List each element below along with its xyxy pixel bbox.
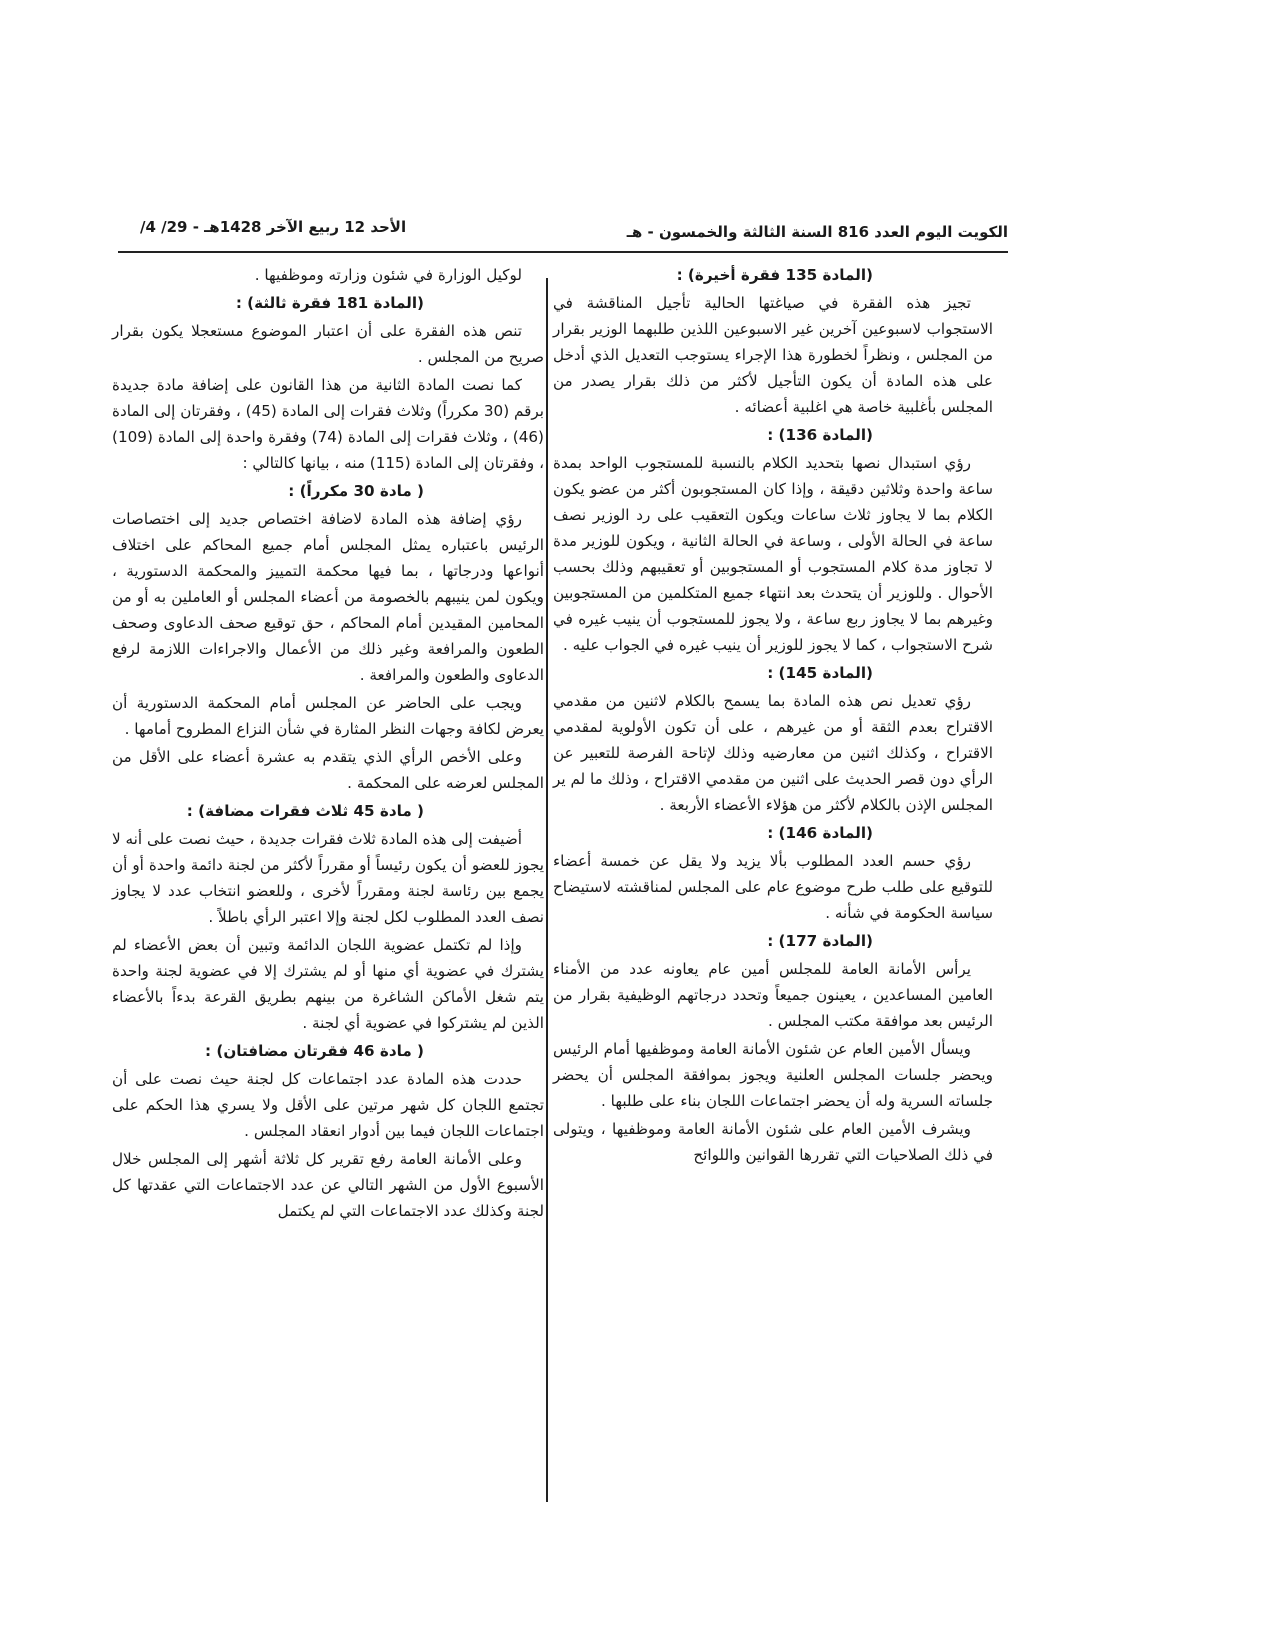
newspaper-issue-info: الكويت اليوم العدد 816 السنة الثالثة والخمسون - هـ — [626, 223, 1008, 241]
article-heading: ( مادة 46 فقرتان مضافتان) : — [205, 1042, 424, 1060]
paragraph: ويشرف الأمين العام على شئون الأمانة العامة وموظفيها ، ويتولى في ذلك الصلاحيات التي تقررها القوانين واللوائح — [553, 1120, 993, 1164]
paragraph: تنص هذه الفقرة على أن اعتبار الموضوع مستعجلا يكون بقرار صريح من المجلس . — [112, 322, 544, 366]
paragraph: وإذا لم تكتمل عضوية اللجان الدائمة وتبين أن بعض الأعضاء لم يشترك في عضوية أي منها أو لم يشترك إلا في عضوية لجنة واحدة يتم شغل الأماكن الشاغرة من بينهم بطريق القرعة بدءاً بالأعضاء الذين لم يشتركوا في عضوية أي لجنة . — [112, 936, 544, 1032]
paragraph: ويجب على الحاضر عن المجلس أمام المحكمة الدستورية أن يعرض لكافة وجهات النظر المثارة في شأن النزاع المطروح أمامها . — [112, 694, 544, 738]
right-column — [553, 262, 993, 1170]
paragraph: رؤي إضافة هذه المادة لاضافة اختصاص جديد إلى اختصاصات الرئيس باعتباره يمثل المجلس أمام جميع المحاكم على اختلاف أنواعها ودرجاتها ، بما فيها محكمة التمييز والمحكمة الدستورية ، ويكون لمن ينيبهم بالخصومة من أعضاء المجلس أو العاملين به أو من المحامين المقيدين أمام المحاكم ، حق توقيع صحف الدعاوى وصحف الطعون والمرافعة وغير ذلك من الأعمال والاجراءات اللازمة لرفع الدعاوى والطعون والمرافعة . — [112, 510, 544, 684]
paragraph: وعلى الأخص الرأي الذي يتقدم به عشرة أعضاء على الأقل من المجلس لعرضه على المحكمة . — [112, 748, 544, 792]
page-header — [118, 205, 1008, 253]
article-heading: (المادة 145) : — [767, 664, 873, 682]
article-heading: (المادة 146) : — [767, 824, 873, 842]
column-divider — [546, 278, 548, 1502]
paragraph: حددت هذه المادة عدد اجتماعات كل لجنة حيث نصت على أن تجتمع اللجان كل شهر مرتين على الأقل ولا يسري هذا الحكم على اجتماعات اللجان فيما بين أدوار انعقاد المجلس . — [112, 1070, 544, 1140]
header-rule — [118, 251, 1008, 253]
left-column — [112, 262, 544, 1226]
paragraph: لوكيل الوزارة في شئون وزارته وموظفيها . — [254, 266, 522, 284]
article-heading: ( مادة 45 ثلاث فقرات مضافة) : — [186, 802, 424, 820]
article-heading: (المادة 181 فقرة ثالثة) : — [235, 294, 424, 312]
paragraph: وعلى الأمانة العامة رفع تقرير كل ثلاثة أشهر إلى المجلس خلال الأسبوع الأول من الشهر التالي عن عدد الاجتماعات التي عقدتها كل لجنة وكذلك عدد الاجتماعات التي لم يكتمل — [112, 1150, 544, 1220]
article-heading: (المادة 135 فقرة أخيرة) : — [676, 266, 873, 284]
article-heading: ( مادة 30 مكرراً) : — [288, 482, 424, 500]
paragraph: رؤي تعديل نص هذه المادة بما يسمح بالكلام لاثنين من مقدمي الاقتراح بعدم الثقة أو من غيرهم ، على أن تكون الأولوية لمقدمي الاقتراح ، وكذلك اثنين من معارضيه وذلك لإتاحة الفرصة للتعبير عن الرأي دون قصر الحديث على اثنين من مقدمي الاقتراح ، وذلك ما لم ير المجلس الإذن بالكلام لأكثر من هؤلاء الأعضاء الأربعة . — [553, 692, 993, 814]
article-heading: (المادة 136) : — [767, 426, 873, 444]
article-heading: (المادة 177) : — [767, 932, 873, 950]
paragraph: تجيز هذه الفقرة في صياغتها الحالية تأجيل المناقشة في الاستجواب لاسبوعين آخرين غير الاسبوعين اللذين طلبهما الوزير بقرار من المجلس ، ونظراً لخطورة هذا الإجراء يستوجب التعديل الذي أدخل على هذه المادة أن يكون التأجيل لأكثر من ذلك بقرار يصدر من المجلس بأغلبية خاصة هي اغلبية أعضائه . — [553, 294, 993, 416]
paragraph: رؤي استبدال نصها بتحديد الكلام بالنسبة للمستجوب الواحد بمدة ساعة واحدة وثلاثين دقيقة ، وإذا كان المستجوبون أكثر من عضو يكون الكلام بما لا يجاوز ثلاث ساعات ويكون التعقيب على رد الوزير نصف ساعة في الحالة الأولى ، وساعة في الحالة الثانية ، ويكون للوزير مدة لا تجاوز مدة كلام المستجوب أو المستجوبين أو تعقيبهم وذلك بحسب الأحوال . وللوزير أن يتحدث بعد انتهاء جميع المتكلمين من المستجوبين وغيرهم بما لا يجاوز ربع ساعة ، ولا يجوز للمستجوب أن ينيب غيره في شرح الاستجواب ، كما لا يجوز للوزير أن ينيب غيره في الجواب عليه . — [553, 454, 993, 654]
paragraph: أضيفت إلى هذه المادة ثلاث فقرات جديدة ، حيث نصت على أنه لا يجوز للعضو أن يكون رئيساً أو مقرراً لأكثر من لجنة دائمة واحدة أو أن يجمع بين رئاسة لجنة ومقرراً لأخرى ، وللعضو انتخاب عدد لا يجاوز نصف العدد المطلوب لكل لجنة وإلا اعتبر الرأي باطلاً . — [112, 830, 544, 926]
paragraph: يرأس الأمانة العامة للمجلس أمين عام يعاونه عدد من الأمناء العامين المساعدين ، يعينون جميعاً وتحدد درجاتهم الوظيفية بقرار من الرئيس بعد موافقة مكتب المجلس . — [553, 960, 993, 1030]
issue-date: الأحد 12 ربيع الآخر 1428هـ - 29/ 4/ — [140, 218, 407, 236]
paragraph: رؤي حسم العدد المطلوب بألا يزيد ولا يقل عن خمسة أعضاء للتوقيع على طلب طرح موضوع عام على المجلس لمناقشته لاستيضاح سياسة الحكومة في شأنه . — [553, 852, 993, 922]
paragraph: كما نصت المادة الثانية من هذا القانون على إضافة مادة جديدة برقم (30 مكرراً) وثلاث فقرات إلى المادة (45) ، وفقرتان إلى المادة (46) ، وثلاث فقرات إلى المادة (74) وفقرة واحدة إلى المادة (109) ، وفقرتان إلى المادة (115) منه ، بيانها كالتالي : — [112, 376, 544, 472]
paragraph: ويسأل الأمين العام عن شئون الأمانة العامة وموظفيها أمام الرئيس ويحضر جلسات المجلس العلنية ويجوز بموافقة المجلس أن يحضر جلساته السرية وله أن يحضر اجتماعات اللجان بناء على طلبها . — [553, 1040, 993, 1110]
